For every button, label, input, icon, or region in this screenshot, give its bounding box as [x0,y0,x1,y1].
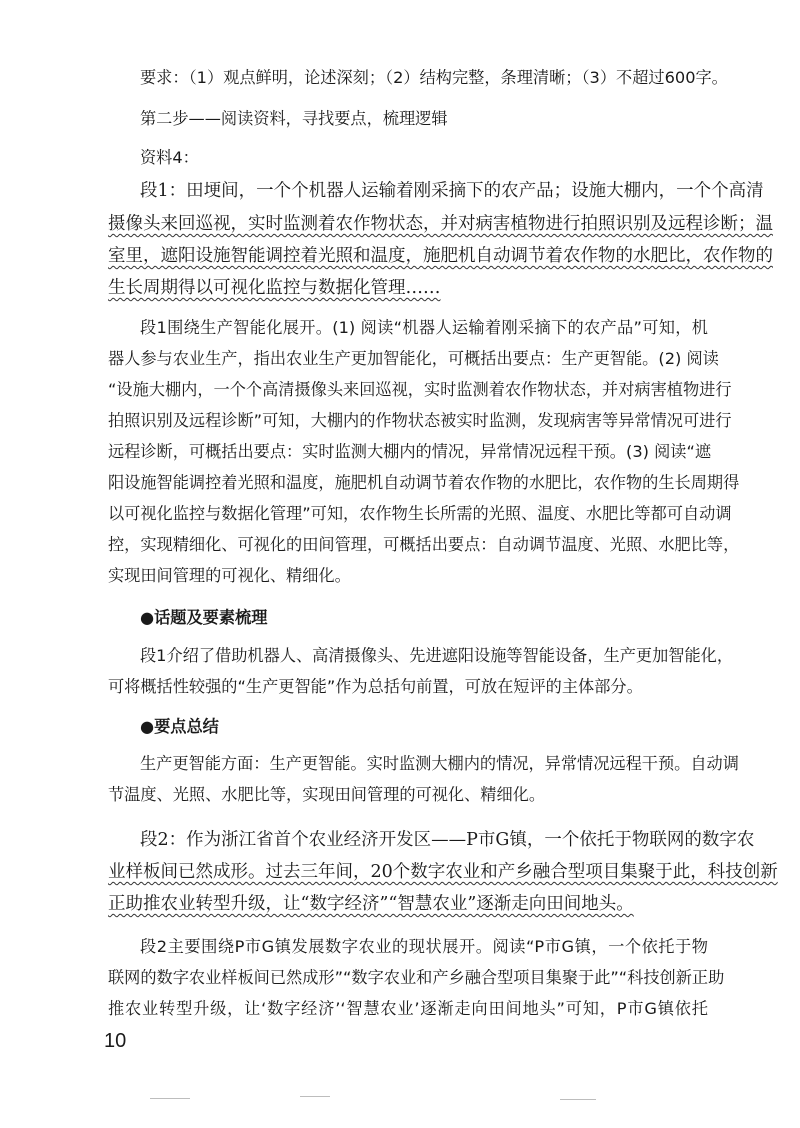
analysis-line: 阳设施智能调控着光照和温度，施肥机自动调节着农作物的水肥比，农作物的生长周期得 [108,473,740,492]
scan-speck [150,1098,190,1099]
para1-source-line: 生长周期得以可视化监控与数据化管理…… [108,278,441,298]
topic-line: 可将概括性较强的“生产更智能”作为总括句前置，可放在短评的主体部分。 [108,677,643,696]
analysis-line: 段1围绕生产智能化展开。(1) 阅读“机器人运输着刚采摘下的农产品”可知，机 [140,318,708,337]
analysis-line: 拍照识别及远程诊断”可知，大棚内的作物状态被实时监测，发现病害等异常情况可进行 [108,411,732,430]
para2-analysis-line: 联网的数字农业样板间已然成形”“数字农业和产乡融合型项目集聚于此”“科技创新正助 [108,968,725,987]
scan-speck [300,1096,330,1097]
step-heading: 第二步——阅读资料，寻找要点，梳理逻辑 [140,109,448,128]
analysis-line: 控，实现精细化、可视化的田间管理，可概括出要点：自动调节温度、光照、水肥比等， [108,535,740,554]
para1-source-text: 段1：田埂间，一个个机器人运输着刚采摘下的农产品；设施大棚内，一个个高清 [140,181,764,201]
para1-source-line [140,179,764,203]
para2-source-line: 业样板间已然成形。过去三年间，20个数字农业和产乡融合型项目集聚于此，科技创新 [108,862,778,882]
topic-heading: ●话题及要素梳理 [140,608,268,627]
summary-heading: ●要点总结 [140,717,219,736]
analysis-line: 远程诊断，可概括出要点：实时监测大棚内的情况，异常情况远程干预。(3) 阅读“遮 [108,442,712,461]
summary-line: 生产更智能方面：生产更智能。实时监测大棚内的情况，异常情况远程干预。自动调 [140,754,739,773]
scan-speck [560,1099,596,1100]
analysis-line: 实现田间管理的可视化、精细化。 [108,566,351,585]
para2-source-line: 段2：作为浙江省首个农业经济开发区——P市G镇，一个依托于物联网的数字农 [140,830,755,850]
analysis-line: 器人参与农业生产，指出农业生产更加智能化，可概括出要点：生产更智能。(2) 阅读 [108,349,719,368]
para1-source-line: 室里，遮阳设施智能调控着光照和温度，施肥机自动调节着农作物的水肥比，农作物的 [108,246,773,266]
topic-line: 段1介绍了借助机器人、高清摄像头、先进遮阳设施等智能设备，生产更加智能化， [140,646,734,665]
summary-line: 节温度、光照、水肥比等，实现田间管理的可视化、精细化。 [108,785,546,804]
para2-analysis-line: 推农业转型升级，让‘数字经济’‘智慧农业’逐渐走向田间地头”可知，P市G镇依托 [108,999,708,1018]
para2-analysis-line: 段2主要围绕P市G镇发展数字农业的现状展开。阅读“P市G镇，一个依托于物 [140,937,708,956]
page-number: 10 [104,1030,127,1052]
para1-source-line: 摄像头来回巡视，实时监测着农作物状态，并对病害植物进行拍照识别及远程诊断；温 [108,214,773,234]
para2-source-line: 正助推农业转型升级，让“数字经济”“智慧农业”逐渐走向田间地头。 [108,894,634,914]
analysis-line: “设施大棚内，一个个高清摄像头来回巡视，实时监测着农作物状态，并对病害植物进行 [108,380,732,399]
material-label: 资料4： [140,148,199,167]
requirement-line: 要求：（1）观点鲜明，论述深刻；（2）结构完整，条理清晰；（3）不超过600字。 [140,68,728,87]
analysis-line: 以可视化监控与数据化管理”可知，农作物生长所需的光照、温度、水肥比等都可自动调 [108,504,732,523]
